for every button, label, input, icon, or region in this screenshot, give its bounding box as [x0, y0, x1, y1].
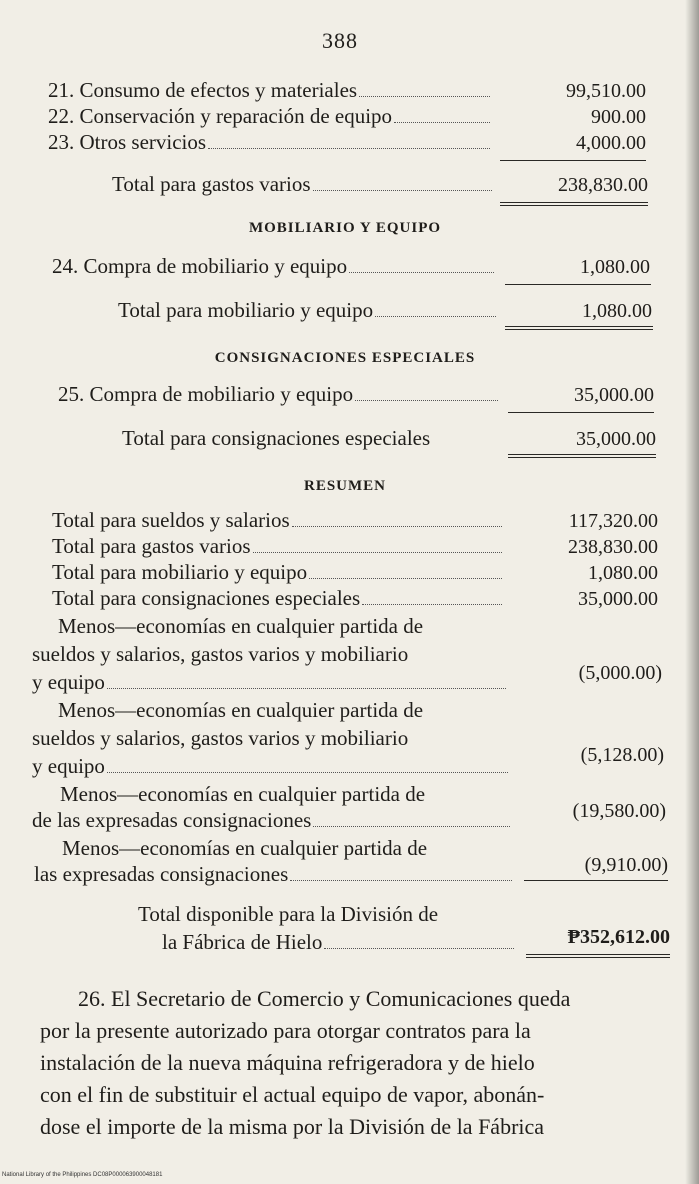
menos-2-line-1: Menos—economías en cualquier partida de [58, 698, 424, 722]
section-heading-consignaciones: CONSIGNACIONES ESPECIALES [214, 350, 476, 366]
total-amount: 35,000.00 [576, 428, 656, 450]
resumen-label: Total para consignaciones especiales [52, 586, 361, 610]
item-24 [52, 254, 650, 279]
leader-dots [313, 826, 510, 827]
item-23 [48, 130, 646, 155]
leader-dots [355, 400, 498, 401]
item-amount: 900.00 [591, 106, 646, 128]
menos-amount: (5,000.00) [578, 662, 662, 684]
menos-2-line-2: sueldos y salarios, gastos varios y mobiliario [32, 726, 409, 750]
total-double-rule [508, 454, 656, 458]
total-double-rule [500, 202, 648, 206]
paragraph-line-1: 26. El Secretario de Comercio y Comunicaciones queda [78, 986, 571, 1011]
item-21 [48, 78, 646, 103]
resumen-amount: 238,830.00 [568, 536, 658, 558]
subtotal-rule [500, 160, 646, 161]
item-label: 23. Otros servicios [48, 130, 207, 154]
menos-1-line-3 [32, 662, 662, 695]
resumen-label: Total para gastos varios [52, 534, 251, 558]
total-disponible-line-2 [162, 926, 670, 955]
menos-label: y equipo [32, 670, 105, 694]
menos-4-line-2 [34, 854, 668, 887]
paragraph-line-3: instalación de la nueva máquina refrigeradora y de hielo [40, 1050, 535, 1075]
leader-dots [375, 316, 496, 317]
subtotal-rule [505, 284, 651, 285]
section-heading-resumen: RESUMEN [303, 478, 386, 494]
leader-dots [309, 578, 502, 579]
paragraph-line-5: dose el importe de la misma por la División de la Fábrica [40, 1114, 545, 1139]
leader-dots [208, 148, 490, 149]
menos-3-line-2 [32, 800, 666, 833]
leader-dots [349, 272, 494, 273]
paragraph-line-4: con el fin de substituir el actual equipo de vapor, abonán- [40, 1082, 545, 1107]
subtotal-rule [524, 880, 668, 881]
leader-dots [107, 688, 506, 689]
item-22 [48, 104, 646, 129]
item-amount: 4,000.00 [576, 132, 646, 154]
menos-1-line-1: Menos—economías en cualquier partida de [58, 614, 424, 638]
section-heading-mobiliario: MOBILIARIO Y EQUIPO [248, 220, 442, 236]
total-label: Total para consignaciones especiales [122, 426, 431, 450]
menos-2-line-3 [32, 744, 664, 779]
leader-dots [107, 772, 508, 773]
menos-4-line-1: Menos—economías en cualquier partida de [62, 836, 428, 860]
menos-label: de las expresadas consignaciones [32, 808, 312, 832]
item-label: 21. Consumo de efectos y materiales [48, 78, 358, 102]
resumen-amount: 1,080.00 [588, 562, 658, 584]
menos-amount: (9,910.00) [584, 854, 668, 876]
resumen-total-mobiliario [52, 560, 658, 585]
total-mobiliario [118, 298, 652, 323]
total-gastos-varios [112, 172, 648, 197]
resumen-label: Total para sueldos y salarios [52, 508, 290, 532]
page-edge-shadow [685, 0, 699, 1184]
total-double-rule [505, 326, 653, 330]
resumen-total-sueldos [52, 508, 658, 533]
menos-1-line-2: sueldos y salarios, gastos varios y mobiliario [32, 642, 409, 666]
subtotal-rule [508, 412, 654, 413]
resumen-total-consignaciones [52, 586, 658, 611]
menos-3-line-1: Menos—economías en cualquier partida de [60, 782, 426, 806]
leader-dots [359, 96, 490, 97]
item-amount: 1,080.00 [580, 256, 650, 278]
total-label: Total para mobiliario y equipo [118, 298, 374, 322]
leader-dots [394, 122, 490, 123]
leader-dots [362, 604, 502, 605]
library-footer: National Library of the Philippines DC08P000063900048181 [2, 1172, 163, 1178]
item-label: 24. Compra de mobiliario y equipo [52, 254, 348, 278]
item-25 [58, 382, 654, 407]
resumen-amount: 117,320.00 [568, 510, 658, 532]
resumen-label: Total para mobiliario y equipo [52, 560, 308, 584]
leader-dots [290, 880, 512, 881]
total-label: Total para gastos varios [112, 172, 311, 196]
resumen-total-gastos [52, 534, 658, 559]
item-amount: 35,000.00 [574, 384, 654, 406]
total-double-rule [526, 954, 670, 958]
page-number: 388 [322, 28, 358, 53]
item-label: 25. Compra de mobiliario y equipo [58, 382, 354, 406]
menos-amount: (19,580.00) [572, 800, 666, 822]
total-disponible-amount: ₱352,612.00 [567, 926, 670, 948]
leader-dots [292, 526, 502, 527]
menos-label: y equipo [32, 754, 105, 778]
total-disponible-label: la Fábrica de Hielo [162, 930, 323, 954]
menos-amount: (5,128.00) [580, 744, 664, 766]
total-amount: 238,830.00 [558, 174, 648, 196]
paragraph-line-2: por la presente autorizado para otorgar contratos para la [40, 1018, 531, 1043]
total-amount: 1,080.00 [582, 300, 652, 322]
leader-dots [313, 190, 492, 191]
leader-dots [324, 948, 514, 949]
total-consignaciones [122, 426, 656, 451]
menos-label: las expresadas consignaciones [34, 862, 289, 886]
item-label: 22. Conservación y reparación de equipo [48, 104, 393, 128]
resumen-amount: 35,000.00 [578, 588, 658, 610]
item-amount: 99,510.00 [566, 80, 646, 102]
leader-dots [253, 552, 502, 553]
total-disponible-line-1: Total disponible para la División de [138, 902, 439, 926]
